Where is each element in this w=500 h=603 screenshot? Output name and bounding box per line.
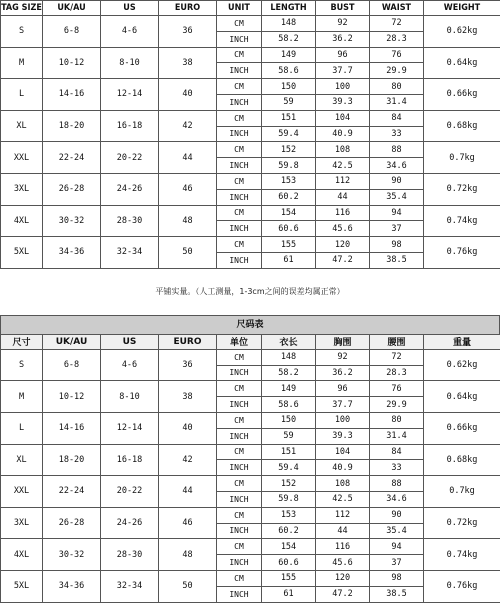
uk-au-cell: 10-12 [43, 381, 101, 413]
weight-cell: 0.62kg [424, 16, 500, 48]
uk-au-cell: 14-16 [43, 412, 101, 444]
unit-cm-cell: CM [217, 412, 262, 428]
uk-au-cell: 18-20 [43, 444, 101, 476]
us-cell: 12-14 [101, 79, 159, 111]
us-cell: 16-18 [101, 444, 159, 476]
unit-inch-cell: INCH [217, 523, 262, 539]
weight-cell: 0.72kg [424, 507, 500, 539]
euro-cell: 42 [159, 444, 217, 476]
waist-cm-cell: 80 [370, 412, 424, 428]
length-inch-cell: 59.4 [262, 126, 316, 142]
euro-cell: 44 [159, 142, 217, 174]
header-euro: EURO [159, 1, 217, 16]
waist-cm-cell: 72 [370, 349, 424, 365]
us-cell: 24-26 [101, 507, 159, 539]
weight-cell: 0.66kg [424, 79, 500, 111]
size-cell: XL [1, 110, 43, 142]
weight-cell: 0.76kg [424, 237, 500, 269]
waist-inch-cell: 29.9 [370, 63, 424, 79]
table-row [1, 444, 500, 460]
euro-cell: 48 [159, 205, 217, 237]
size-cell: L [1, 412, 43, 444]
bust-cm-cell: 104 [316, 444, 370, 460]
waist-inch-cell: 34.6 [370, 491, 424, 507]
header-us: US [101, 1, 159, 16]
table-row [1, 412, 500, 428]
size-cell: 3XL [1, 173, 43, 205]
waist-cm-cell: 84 [370, 110, 424, 126]
euro-cell: 50 [159, 237, 217, 269]
table-row [1, 349, 500, 365]
bust-cm-cell: 112 [316, 507, 370, 523]
waist-cm-cell: 90 [370, 507, 424, 523]
header-uk-au: UK/AU [43, 334, 101, 349]
unit-cm-cell: CM [217, 47, 262, 63]
length-inch-cell: 58.6 [262, 63, 316, 79]
table-row [1, 476, 500, 492]
length-cm-cell: 152 [262, 142, 316, 158]
length-inch-cell: 59 [262, 428, 316, 444]
bust-inch-cell: 47.2 [316, 586, 370, 602]
unit-cm-cell: CM [217, 539, 262, 555]
unit-inch-cell: INCH [217, 94, 262, 110]
length-cm-cell: 153 [262, 173, 316, 189]
euro-cell: 36 [159, 349, 217, 381]
unit-inch-cell: INCH [217, 158, 262, 174]
us-cell: 28-30 [101, 205, 159, 237]
waist-inch-cell: 38.5 [370, 252, 424, 268]
size-cell: 4XL [1, 539, 43, 571]
unit-inch-cell: INCH [217, 31, 262, 47]
uk-au-cell: 22-24 [43, 476, 101, 508]
length-inch-cell: 61 [262, 252, 316, 268]
unit-inch-cell: INCH [217, 460, 262, 476]
length-cm-cell: 153 [262, 507, 316, 523]
length-inch-cell: 59.8 [262, 158, 316, 174]
header-tag-size: TAG SIZE [1, 1, 43, 16]
length-cm-cell: 152 [262, 476, 316, 492]
bust-cm-cell: 116 [316, 205, 370, 221]
size-cell: S [1, 349, 43, 381]
header-weight: WEIGHT [424, 1, 500, 16]
size-cell: 3XL [1, 507, 43, 539]
unit-cm-cell: CM [217, 16, 262, 32]
length-cm-cell: 154 [262, 539, 316, 555]
unit-cm-cell: CM [217, 476, 262, 492]
bust-inch-cell: 39.3 [316, 428, 370, 444]
weight-cell: 0.7kg [424, 476, 500, 508]
euro-cell: 50 [159, 570, 217, 602]
waist-cm-cell: 72 [370, 16, 424, 32]
length-cm-cell: 149 [262, 381, 316, 397]
waist-cm-cell: 94 [370, 205, 424, 221]
waist-inch-cell: 31.4 [370, 428, 424, 444]
measurement-note: 平铺实量。（人工测量，1-3cm之间的误差均属正常） [0, 269, 500, 315]
weight-cell: 0.74kg [424, 205, 500, 237]
table-row [1, 205, 500, 221]
waist-inch-cell: 31.4 [370, 94, 424, 110]
table-row [1, 16, 500, 32]
bust-cm-cell: 108 [316, 142, 370, 158]
waist-cm-cell: 76 [370, 381, 424, 397]
unit-inch-cell: INCH [217, 126, 262, 142]
bust-cm-cell: 116 [316, 539, 370, 555]
waist-cm-cell: 84 [370, 444, 424, 460]
weight-cell: 0.74kg [424, 539, 500, 571]
length-cm-cell: 154 [262, 205, 316, 221]
waist-inch-cell: 37 [370, 555, 424, 571]
waist-inch-cell: 35.4 [370, 523, 424, 539]
size-cell: XL [1, 444, 43, 476]
bust-inch-cell: 42.5 [316, 491, 370, 507]
unit-cm-cell: CM [217, 142, 262, 158]
bust-cm-cell: 120 [316, 570, 370, 586]
us-cell: 20-22 [101, 142, 159, 174]
header-bust: BUST [316, 1, 370, 16]
weight-cell: 0.72kg [424, 173, 500, 205]
us-cell: 12-14 [101, 412, 159, 444]
uk-au-cell: 10-12 [43, 47, 101, 79]
unit-cm-cell: CM [217, 381, 262, 397]
header-row [1, 1, 500, 16]
euro-cell: 44 [159, 476, 217, 508]
bust-cm-cell: 100 [316, 412, 370, 428]
length-cm-cell: 148 [262, 16, 316, 32]
unit-cm-cell: CM [217, 349, 262, 365]
header-bust: 胸围 [316, 334, 370, 349]
euro-cell: 40 [159, 79, 217, 111]
table-row [1, 79, 500, 95]
bust-inch-cell: 42.5 [316, 158, 370, 174]
unit-cm-cell: CM [217, 110, 262, 126]
weight-cell: 0.7kg [424, 142, 500, 174]
length-cm-cell: 150 [262, 79, 316, 95]
uk-au-cell: 30-32 [43, 539, 101, 571]
us-cell: 4-6 [101, 16, 159, 48]
us-cell: 32-34 [101, 570, 159, 602]
size-cell: S [1, 16, 43, 48]
length-inch-cell: 59.8 [262, 491, 316, 507]
weight-cell: 0.68kg [424, 444, 500, 476]
uk-au-cell: 18-20 [43, 110, 101, 142]
size-cell: 5XL [1, 237, 43, 269]
unit-inch-cell: INCH [217, 63, 262, 79]
waist-inch-cell: 34.6 [370, 158, 424, 174]
bust-inch-cell: 40.9 [316, 126, 370, 142]
bust-cm-cell: 120 [316, 237, 370, 253]
table-row [1, 570, 500, 586]
size-cell: M [1, 47, 43, 79]
weight-cell: 0.68kg [424, 110, 500, 142]
waist-cm-cell: 94 [370, 539, 424, 555]
bust-inch-cell: 45.6 [316, 555, 370, 571]
bust-inch-cell: 40.9 [316, 460, 370, 476]
unit-cm-cell: CM [217, 79, 262, 95]
length-cm-cell: 148 [262, 349, 316, 365]
waist-cm-cell: 90 [370, 173, 424, 189]
us-cell: 8-10 [101, 381, 159, 413]
uk-au-cell: 22-24 [43, 142, 101, 174]
table-row [1, 110, 500, 126]
bust-inch-cell: 44 [316, 189, 370, 205]
us-cell: 4-6 [101, 349, 159, 381]
weight-cell: 0.64kg [424, 381, 500, 413]
unit-cm-cell: CM [217, 237, 262, 253]
header-length: 衣长 [262, 334, 316, 349]
header-euro: EURO [159, 334, 217, 349]
uk-au-cell: 34-36 [43, 237, 101, 269]
header-weight: 重量 [424, 334, 500, 349]
unit-cm-cell: CM [217, 444, 262, 460]
bust-inch-cell: 39.3 [316, 94, 370, 110]
unit-cm-cell: CM [217, 507, 262, 523]
us-cell: 16-18 [101, 110, 159, 142]
euro-cell: 36 [159, 16, 217, 48]
waist-inch-cell: 38.5 [370, 586, 424, 602]
waist-cm-cell: 98 [370, 570, 424, 586]
us-cell: 24-26 [101, 173, 159, 205]
uk-au-cell: 34-36 [43, 570, 101, 602]
length-inch-cell: 59.4 [262, 460, 316, 476]
unit-cm-cell: CM [217, 205, 262, 221]
euro-cell: 46 [159, 507, 217, 539]
waist-inch-cell: 28.3 [370, 365, 424, 381]
length-inch-cell: 58.6 [262, 397, 316, 413]
bust-cm-cell: 112 [316, 173, 370, 189]
size-cell: 4XL [1, 205, 43, 237]
length-inch-cell: 60.6 [262, 221, 316, 237]
waist-inch-cell: 33 [370, 126, 424, 142]
table-row [1, 142, 500, 158]
bust-inch-cell: 47.2 [316, 252, 370, 268]
size-chart-title: 尺码表 [0, 315, 500, 334]
bust-inch-cell: 36.2 [316, 31, 370, 47]
size-cell: XXL [1, 476, 43, 508]
size-cell: XXL [1, 142, 43, 174]
length-inch-cell: 60.6 [262, 555, 316, 571]
bust-cm-cell: 108 [316, 476, 370, 492]
bust-cm-cell: 96 [316, 381, 370, 397]
header-length: LENGTH [262, 1, 316, 16]
length-inch-cell: 59 [262, 94, 316, 110]
length-inch-cell: 61 [262, 586, 316, 602]
waist-inch-cell: 37 [370, 221, 424, 237]
header-row [1, 334, 500, 349]
euro-cell: 38 [159, 47, 217, 79]
length-inch-cell: 58.2 [262, 31, 316, 47]
length-cm-cell: 151 [262, 444, 316, 460]
us-cell: 28-30 [101, 539, 159, 571]
length-cm-cell: 155 [262, 237, 316, 253]
euro-cell: 38 [159, 381, 217, 413]
length-cm-cell: 151 [262, 110, 316, 126]
table-row [1, 47, 500, 63]
weight-cell: 0.76kg [424, 570, 500, 602]
size-chart-english [0, 0, 500, 269]
weight-cell: 0.62kg [424, 349, 500, 381]
bust-inch-cell: 37.7 [316, 397, 370, 413]
bust-inch-cell: 37.7 [316, 63, 370, 79]
length-inch-cell: 60.2 [262, 189, 316, 205]
waist-inch-cell: 35.4 [370, 189, 424, 205]
bust-cm-cell: 92 [316, 16, 370, 32]
size-cell: L [1, 79, 43, 111]
uk-au-cell: 14-16 [43, 79, 101, 111]
header-waist: WAIST [370, 1, 424, 16]
waist-cm-cell: 88 [370, 476, 424, 492]
euro-cell: 48 [159, 539, 217, 571]
header-us: US [101, 334, 159, 349]
length-cm-cell: 149 [262, 47, 316, 63]
unit-inch-cell: INCH [217, 428, 262, 444]
length-cm-cell: 155 [262, 570, 316, 586]
table-row [1, 237, 500, 253]
us-cell: 32-34 [101, 237, 159, 269]
unit-inch-cell: INCH [217, 189, 262, 205]
uk-au-cell: 30-32 [43, 205, 101, 237]
waist-inch-cell: 29.9 [370, 397, 424, 413]
size-cell: 5XL [1, 570, 43, 602]
bust-cm-cell: 100 [316, 79, 370, 95]
table-row [1, 381, 500, 397]
unit-inch-cell: INCH [217, 397, 262, 413]
unit-inch-cell: INCH [217, 221, 262, 237]
size-rows [1, 349, 500, 602]
waist-cm-cell: 98 [370, 237, 424, 253]
header-uk-au: UK/AU [43, 1, 101, 16]
uk-au-cell: 6-8 [43, 349, 101, 381]
header-waist: 腰围 [370, 334, 424, 349]
bust-cm-cell: 96 [316, 47, 370, 63]
bust-cm-cell: 92 [316, 349, 370, 365]
uk-au-cell: 26-28 [43, 173, 101, 205]
header-unit: UNIT [217, 1, 262, 16]
length-inch-cell: 58.2 [262, 365, 316, 381]
table-row [1, 539, 500, 555]
euro-cell: 46 [159, 173, 217, 205]
unit-cm-cell: CM [217, 570, 262, 586]
length-inch-cell: 60.2 [262, 523, 316, 539]
euro-cell: 42 [159, 110, 217, 142]
table-row [1, 173, 500, 189]
unit-inch-cell: INCH [217, 586, 262, 602]
bust-cm-cell: 104 [316, 110, 370, 126]
size-chart-chinese [0, 334, 500, 603]
uk-au-cell: 6-8 [43, 16, 101, 48]
us-cell: 20-22 [101, 476, 159, 508]
euro-cell: 40 [159, 412, 217, 444]
unit-inch-cell: INCH [217, 365, 262, 381]
waist-inch-cell: 33 [370, 460, 424, 476]
waist-cm-cell: 80 [370, 79, 424, 95]
unit-inch-cell: INCH [217, 252, 262, 268]
bust-inch-cell: 44 [316, 523, 370, 539]
weight-cell: 0.66kg [424, 412, 500, 444]
uk-au-cell: 26-28 [43, 507, 101, 539]
length-cm-cell: 150 [262, 412, 316, 428]
unit-cm-cell: CM [217, 173, 262, 189]
size-cell: M [1, 381, 43, 413]
bust-inch-cell: 45.6 [316, 221, 370, 237]
unit-inch-cell: INCH [217, 555, 262, 571]
header-size: 尺寸 [1, 334, 43, 349]
table-row [1, 507, 500, 523]
us-cell: 8-10 [101, 47, 159, 79]
size-rows [1, 16, 500, 269]
waist-cm-cell: 88 [370, 142, 424, 158]
header-unit: 单位 [217, 334, 262, 349]
bust-inch-cell: 36.2 [316, 365, 370, 381]
waist-inch-cell: 28.3 [370, 31, 424, 47]
waist-cm-cell: 76 [370, 47, 424, 63]
weight-cell: 0.64kg [424, 47, 500, 79]
unit-inch-cell: INCH [217, 491, 262, 507]
